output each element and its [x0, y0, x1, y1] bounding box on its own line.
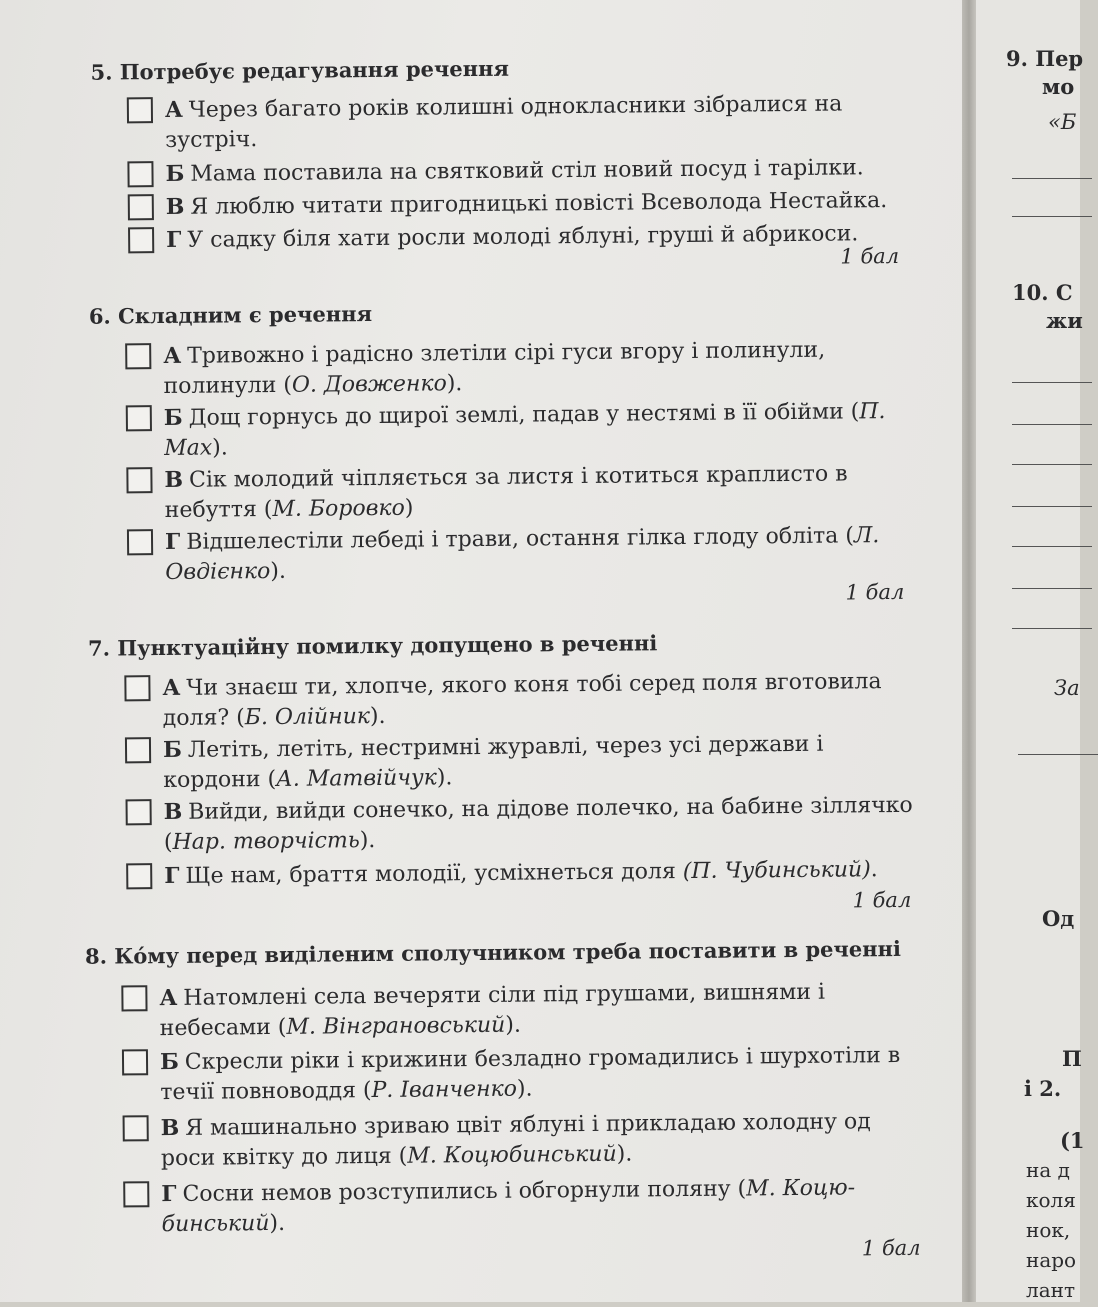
- answer-line: [1012, 216, 1092, 217]
- question-7-option-b[interactable]: Б Летіть, летіть, нестримні журавлі, через усі держави і кордони (А. Матвійчук).: [125, 728, 916, 797]
- question-8-score: 1 бал: [861, 1235, 921, 1261]
- question-5-option-d[interactable]: Г У садку біля хати росли молоді яблуні, груші й абрикоси.: [128, 218, 903, 256]
- question-6-option-a[interactable]: А Тривожно і радісно злетіли сірі гуси вгору і полинули, полинули (О. Довженко).: [125, 334, 906, 402]
- question-8-option-b[interactable]: Б Скресли ріки і крижини безладно громадились і шурхотіли в течії повноводдя (Р. Іванченко).: [122, 1040, 923, 1109]
- question-6-option-d[interactable]: Г Відшелестіли лебеді і трави, остання гілка глоду обліта (Л. Овдієнко).: [127, 520, 908, 588]
- text-line: коля: [1026, 1188, 1076, 1212]
- checkbox[interactable]: [124, 675, 150, 701]
- question-7-option-d[interactable]: Г Ще нам, браття молодії, усміхнеться доля (П. Чубинський).: [126, 854, 916, 893]
- text-line: на д: [1026, 1158, 1070, 1182]
- question-10-line2: жи: [1046, 308, 1083, 333]
- question-8-option-c[interactable]: В Я машинально зриваю цвіт яблуні і прикладаю холодну од роси квітку до лиця (М. Коцюбинський).: [123, 1106, 924, 1175]
- question-10-title: 10. С: [1012, 280, 1073, 305]
- i2-label: і 2.: [1024, 1076, 1062, 1101]
- answer-line: [1012, 424, 1092, 425]
- question-7-title: 7. Пунктуаційну помилку допущено в реченні: [87, 630, 658, 661]
- checkbox[interactable]: [126, 863, 152, 889]
- question-6-option-b[interactable]: Б Дощ горнусь до щирої землі, падав у нестямі в її обійми (П. Мах).: [126, 396, 907, 464]
- checkbox[interactable]: [128, 194, 154, 220]
- question-9-quote: «Б: [1048, 110, 1077, 134]
- za-label: За: [1054, 676, 1080, 700]
- checkbox[interactable]: [126, 467, 152, 493]
- answer-line: [1012, 546, 1092, 547]
- checkbox[interactable]: [127, 161, 153, 187]
- text-line: наро: [1026, 1248, 1077, 1272]
- answer-line: [1012, 506, 1092, 507]
- checkbox[interactable]: [125, 343, 151, 369]
- question-7-option-c[interactable]: В Вийди, вийди сонечко, на дідове полечко, на бабине зіллячко (Нар. творчість).: [125, 790, 916, 859]
- od-label: Од: [1042, 906, 1075, 931]
- question-8-option-d[interactable]: Г Сосни немов розступились і обгорнули поляну (М. Коцюбинський).: [123, 1172, 924, 1241]
- question-5-option-a[interactable]: А Через багато років колишні однокласники зібралися на зустріч.: [127, 88, 903, 156]
- checkbox[interactable]: [121, 985, 147, 1011]
- answer-line: [1012, 588, 1092, 589]
- question-7-score: 1 бал: [852, 887, 912, 913]
- question-6-title: 6. Складним є речення: [88, 301, 373, 329]
- checkbox[interactable]: [126, 799, 152, 825]
- question-9-title: 9. Пер: [1006, 46, 1084, 71]
- checkbox[interactable]: [122, 1049, 148, 1075]
- paren-label: (1: [1060, 1128, 1085, 1153]
- question-5-score: 1 бал: [840, 243, 900, 269]
- answer-line: [1018, 754, 1098, 755]
- question-5-option-b[interactable]: Б Мама поставила на святковий стіл новий посуд і тарілки.: [127, 152, 902, 190]
- checkbox[interactable]: [127, 529, 153, 555]
- question-8-title: 8. Ко́му перед виділеним сполучником треба поставити в реченні: [84, 935, 902, 969]
- question-7-option-a[interactable]: А Чи знаєш ти, хлопче, якого коня тобі серед поля вготовила доля? (Б. Олійник).: [124, 666, 915, 735]
- book-spine: [962, 0, 976, 1302]
- text-line: нок,: [1026, 1218, 1071, 1242]
- checkbox[interactable]: [128, 227, 154, 253]
- answer-line: [1012, 382, 1092, 383]
- question-8-option-a[interactable]: А Натомлені села вечеряти сіли під грушами, вишнями і небесами (М. Вінграновський).: [121, 976, 922, 1045]
- checkbox[interactable]: [123, 1181, 149, 1207]
- question-6-score: 1 бал: [845, 579, 905, 605]
- p-label: П: [1062, 1046, 1082, 1071]
- question-9-line2: мо: [1042, 74, 1075, 99]
- checkbox[interactable]: [127, 97, 153, 123]
- text-line: лант: [1026, 1278, 1076, 1302]
- answer-line: [1012, 464, 1092, 465]
- question-5-option-c[interactable]: В Я люблю читати пригодницькі повісті Всеволода Нестайка.: [128, 185, 903, 223]
- question-6-option-c[interactable]: В Сік молодий чіпляється за листя і котиться краплисто в небуття (М. Боровко): [126, 458, 907, 526]
- question-5-title: 5. Потребує редагування речення: [90, 55, 510, 85]
- checkbox[interactable]: [125, 737, 151, 763]
- checkbox[interactable]: [126, 405, 152, 431]
- checkbox[interactable]: [123, 1115, 149, 1141]
- answer-line: [1012, 178, 1092, 179]
- answer-line: [1012, 628, 1092, 629]
- right-page: [976, 0, 1085, 1302]
